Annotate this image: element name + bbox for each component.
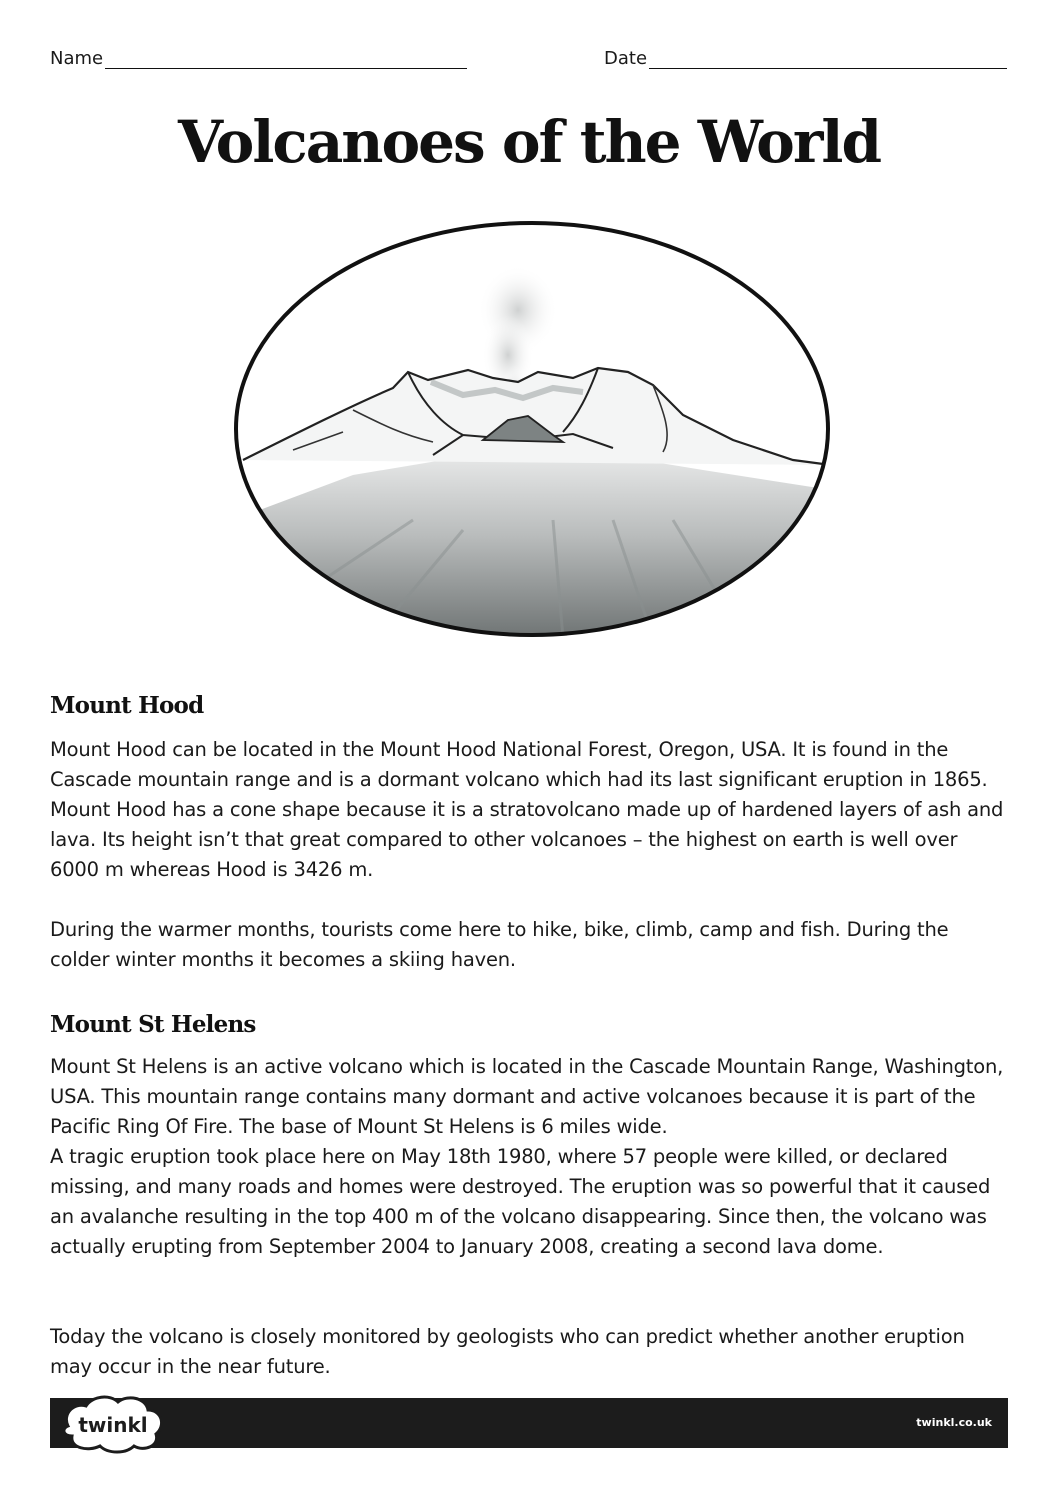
date-label: Date	[604, 48, 648, 69]
twinkl-logo[interactable]	[60, 1392, 170, 1454]
date-line[interactable]	[649, 50, 1007, 69]
volcano-illustration	[233, 220, 831, 638]
header-fields	[50, 48, 1010, 72]
mount-st-helens-paragraph-1: Mount St Helens is an active volcano which is located in the Cascade Mountain Range, Washington, USA. This mountain range contains many dormant and active volcanoes because it is part of the Pacific Ring Of Fire. The base of Mount St Helens is 6 miles wide.	[50, 1055, 1004, 1138]
twinkl-logo-text: twinkl	[78, 1413, 148, 1437]
footer-bar	[50, 1398, 1008, 1448]
mount-hood-paragraph-2: During the warmer months, tourists come here to hike, bike, climb, camp and fish. During the colder winter months it becomes a skiing haven.	[50, 918, 949, 971]
date-field[interactable]	[604, 48, 1007, 69]
section-heading-mount-hood: Mount Hood	[50, 692, 204, 719]
section-heading-mount-st-helens: Mount St Helens	[50, 1011, 256, 1038]
mount-hood-paragraph-1: Mount Hood can be located in the Mount Hood National Forest, Oregon, USA. It is found in the Cascade mountain range and is a dormant volcano which had its last significant eruption in 1865. Mount Hood has a cone shape because it is a stratovolcano made up of hardened layers of ash and lava. Its height isn’t that great compared to other volcanoes – the highest on earth is well over 6000 m whereas Hood is 3426 m.	[50, 738, 1004, 881]
name-line[interactable]	[105, 50, 467, 69]
name-field[interactable]	[50, 48, 467, 69]
mount-st-helens-paragraph-3: Today the volcano is closely monitored by geologists who can predict whether another eruption may occur in the near future.	[50, 1325, 965, 1378]
name-label: Name	[50, 48, 104, 69]
footer-url[interactable]: twinkl.co.uk	[916, 1416, 992, 1429]
page-title: Volcanoes of the World	[177, 108, 880, 176]
mount-st-helens-paragraph-2: A tragic eruption took place here on May 18th 1980, where 57 people were killed, or declared missing, and many roads and homes were destroyed. The eruption was so powerful that it caused an avalanche resulting in the top 400 m of the volcano disappearing. Since then, the volcano was actually erupting from September 2004 to January 2008, creating a second lava dome.	[50, 1145, 991, 1258]
